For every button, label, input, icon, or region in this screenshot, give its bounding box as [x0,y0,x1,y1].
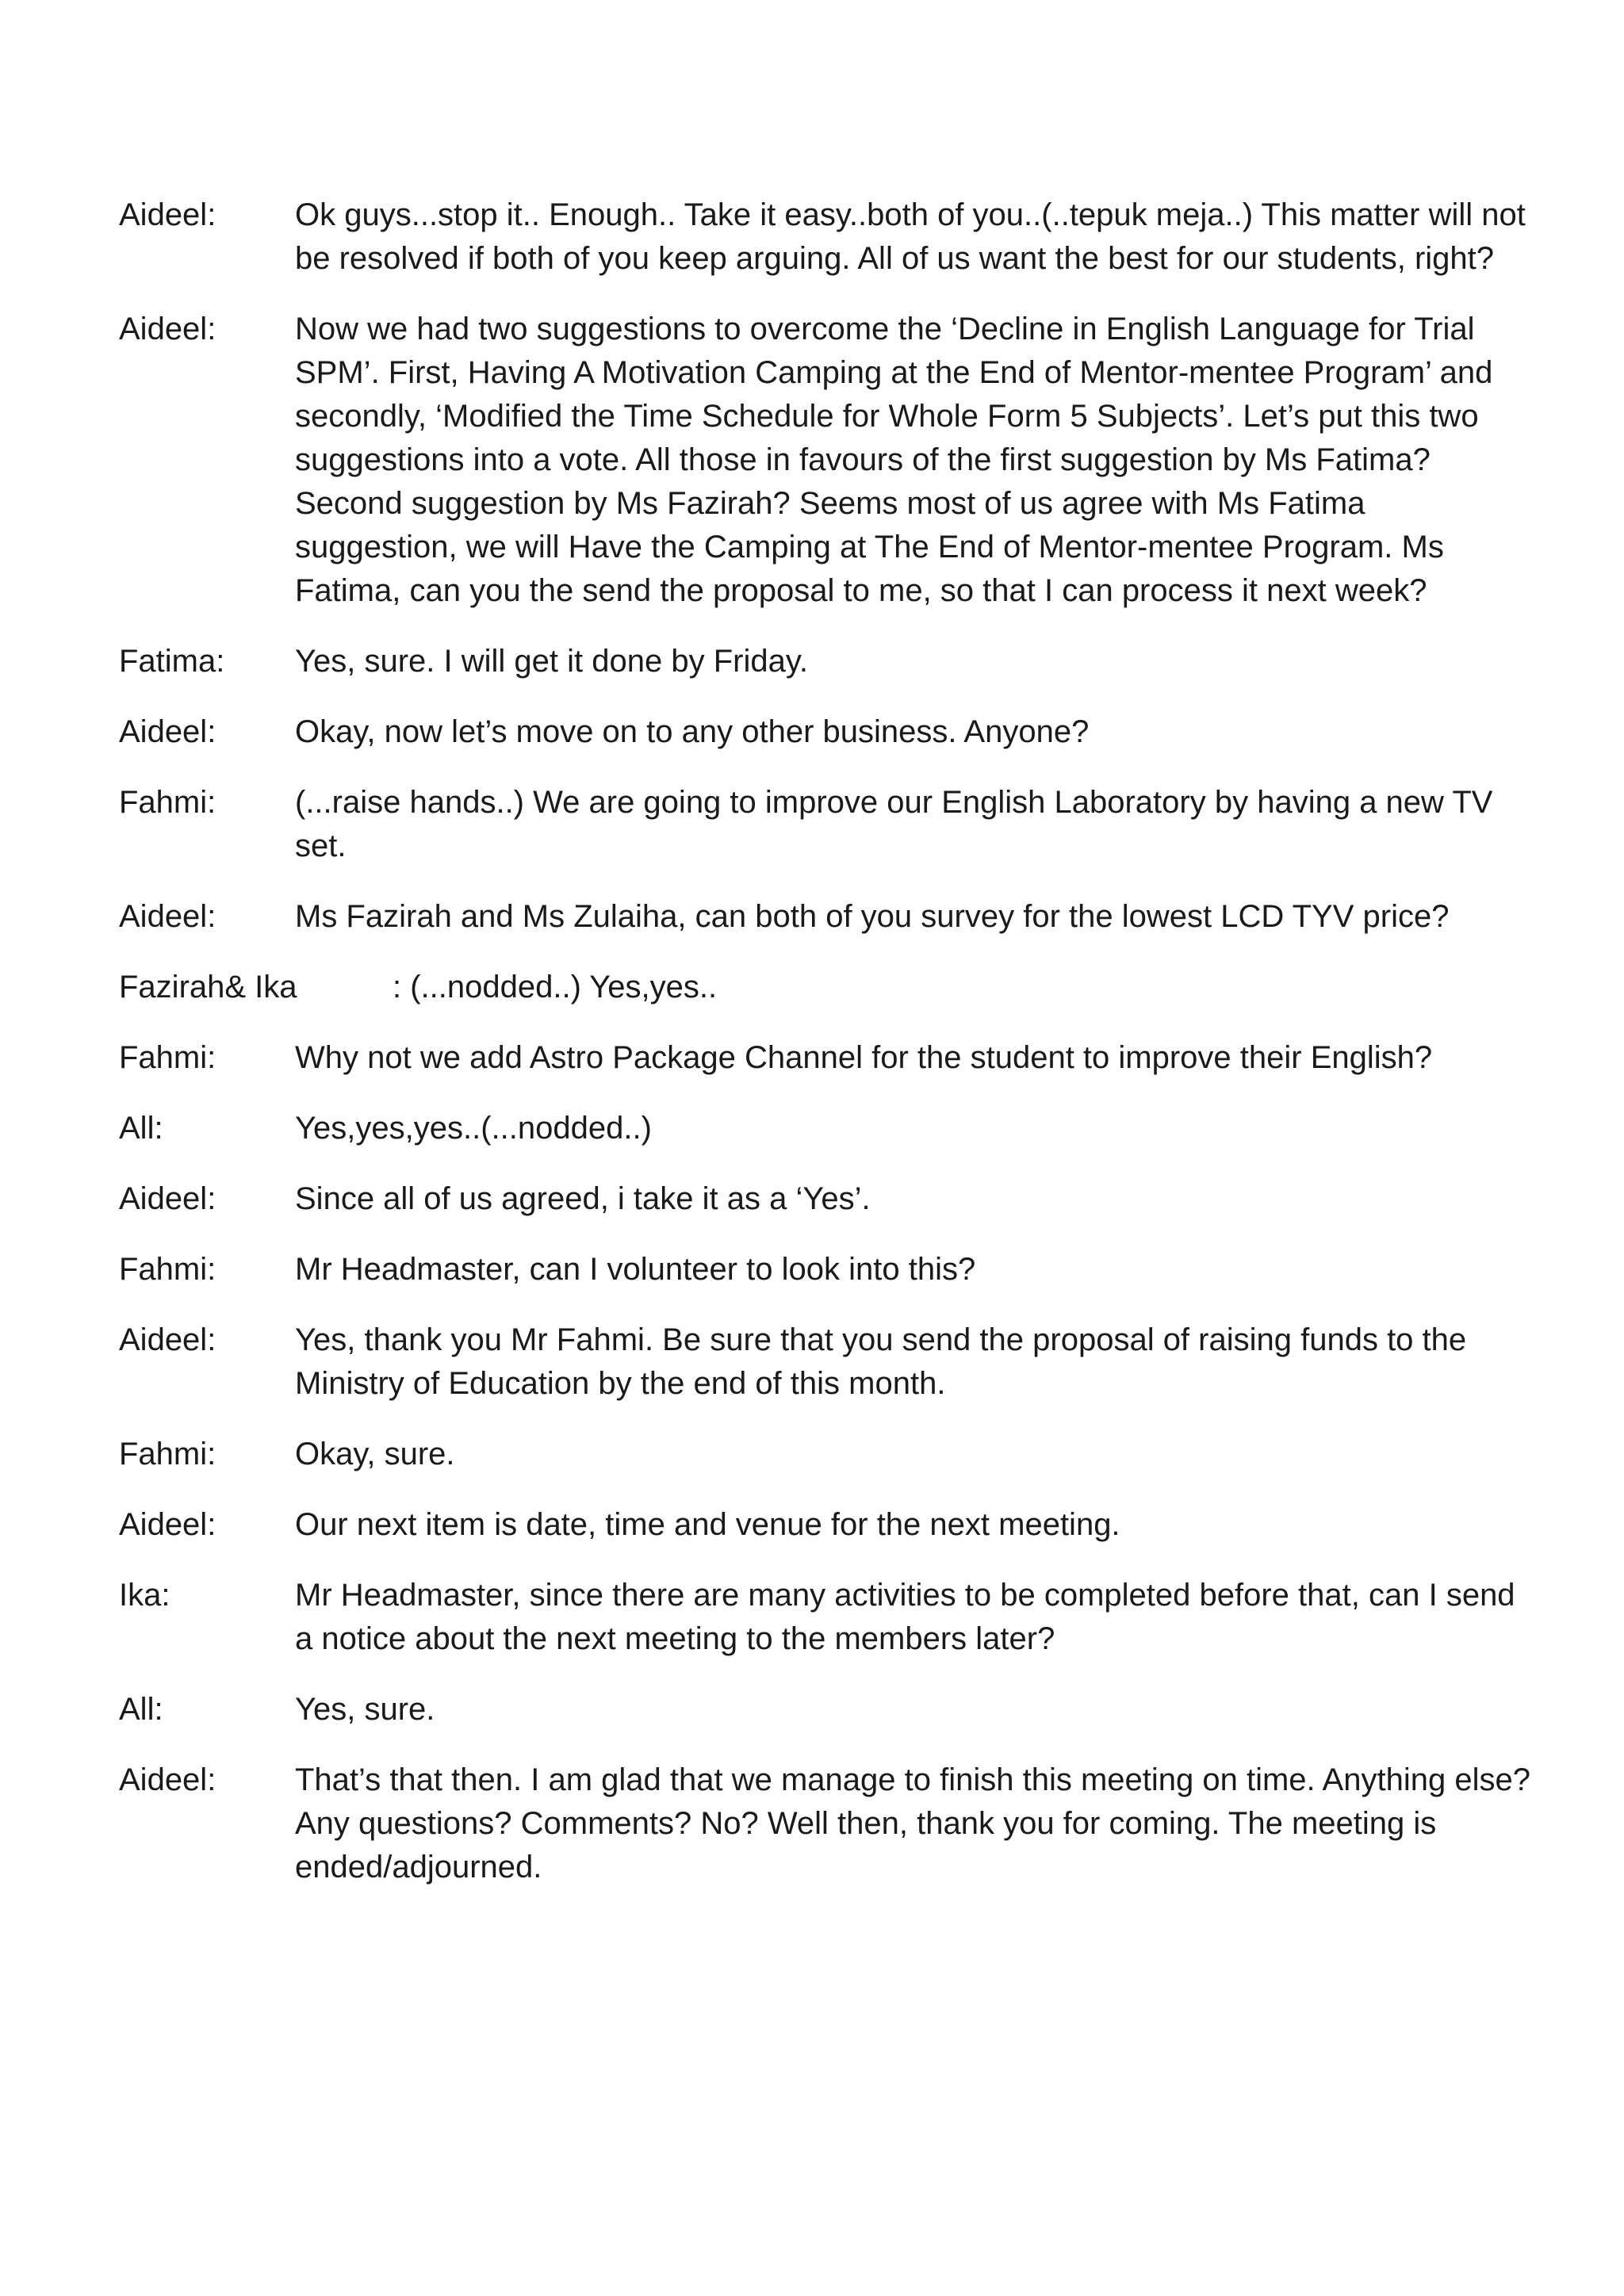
speaker-name: All: [119,1692,163,1727]
transcript-line [119,1177,1546,1221]
speech-text: Yes, sure. [295,1692,435,1727]
speech-text: Yes,yes,yes..(...nodded..) [295,1111,652,1146]
transcript-line [119,710,1546,754]
speaker-name: Fahmi: [119,1252,216,1287]
speech-text: Okay, sure. [295,1437,455,1471]
speech-text: Our next item is date, time and venue for the next meeting. [295,1507,1120,1542]
transcript-line [119,1688,1546,1732]
speech-text: Mr Headmaster, since there are many activities to be completed before that, can I send a notice about the next meeting to the members later? [295,1578,1515,1656]
speaker-name: Aideel: [119,312,216,346]
speaker-name: Aideel: [119,1507,216,1542]
speech-text: Ok guys...stop it.. Enough.. Take it easy..both of you..(..tepuk meja..) This matter will not be resolved if both of you keep arguing. All of us want the best for our students, right? [295,197,1526,276]
speech-text: Now we had two suggestions to overcome the ‘Decline in English Language for Trial SPM’. First, Having A Motivation Camping at the End of Mentor-mentee Program’ and secondly, ‘Modified the Time Schedule for Whole Form 5 Subjects’. Let’s put this two suggestions into a vote. All those in favours of the first suggestion by Ms Fatima? Second suggestion by Ms Fazirah? Seems most of us agree with Ms Fatima suggestion, we will Have the Camping at The End of Mentor-mentee Program. Ms Fatima, can you the send the proposal to me, so that I can process it next week? [295,312,1493,608]
speech-text: Yes, sure. I will get it done by Friday. [295,644,808,679]
transcript-line [119,781,1546,868]
transcript-line [119,1318,1546,1406]
transcript-line [119,1248,1546,1292]
speech-text: Since all of us agreed, i take it as a ‘Yes’. [295,1181,871,1216]
transcript-line [119,966,1546,1009]
speaker-name: Ika: [119,1578,170,1613]
speech-text: Why not we add Astro Package Channel for the student to improve their English? [295,1040,1433,1075]
transcript-line [119,193,1546,281]
transcript-line [119,1503,1546,1547]
speaker-name: Fahmi: [119,785,216,820]
meeting-transcript [119,193,1546,1916]
speech-text: Okay, now let’s move on to any other business. Anyone? [295,714,1090,749]
transcript-line [119,1758,1546,1889]
speaker-name: Aideel: [119,1181,216,1216]
speaker-name: All: [119,1111,163,1146]
speech-text: Mr Headmaster, can I volunteer to look into this? [295,1252,976,1287]
speech-text: Ms Fazirah and Ms Zulaiha, can both of you survey for the lowest LCD TYV price? [295,899,1450,934]
speaker-name: Fahmi: [119,1437,216,1471]
speaker-name: Aideel: [119,714,216,749]
speaker-name: Aideel: [119,1762,216,1797]
speaker-name: Fazirah& Ika [119,970,297,1004]
speaker-name: Aideel: [119,197,216,232]
speaker-name: Fahmi: [119,1040,216,1075]
transcript-line [119,895,1546,939]
speech-text: That’s that then. I am glad that we manage to finish this meeting on time. Anything else? Any questions? Comments? No? Well then, thank you for coming. The meeting is ended/adjourned. [295,1762,1530,1885]
transcript-line [119,640,1546,683]
speech-text: : (...nodded..) Yes,yes.. [393,970,718,1004]
transcript-line [119,1107,1546,1150]
speaker-name: Aideel: [119,899,216,934]
transcript-line [119,1433,1546,1476]
speaker-name: Fatima: [119,644,225,679]
speech-text: Yes, thank you Mr Fahmi. Be sure that you send the proposal of raising funds to the Ministry of Education by the end of this month. [295,1322,1467,1401]
transcript-line [119,1574,1546,1661]
speaker-name: Aideel: [119,1322,216,1357]
speech-text: (...raise hands..) We are going to improve our English Laboratory by having a new TV set. [295,785,1493,863]
transcript-line [119,308,1546,613]
transcript-line [119,1036,1546,1080]
